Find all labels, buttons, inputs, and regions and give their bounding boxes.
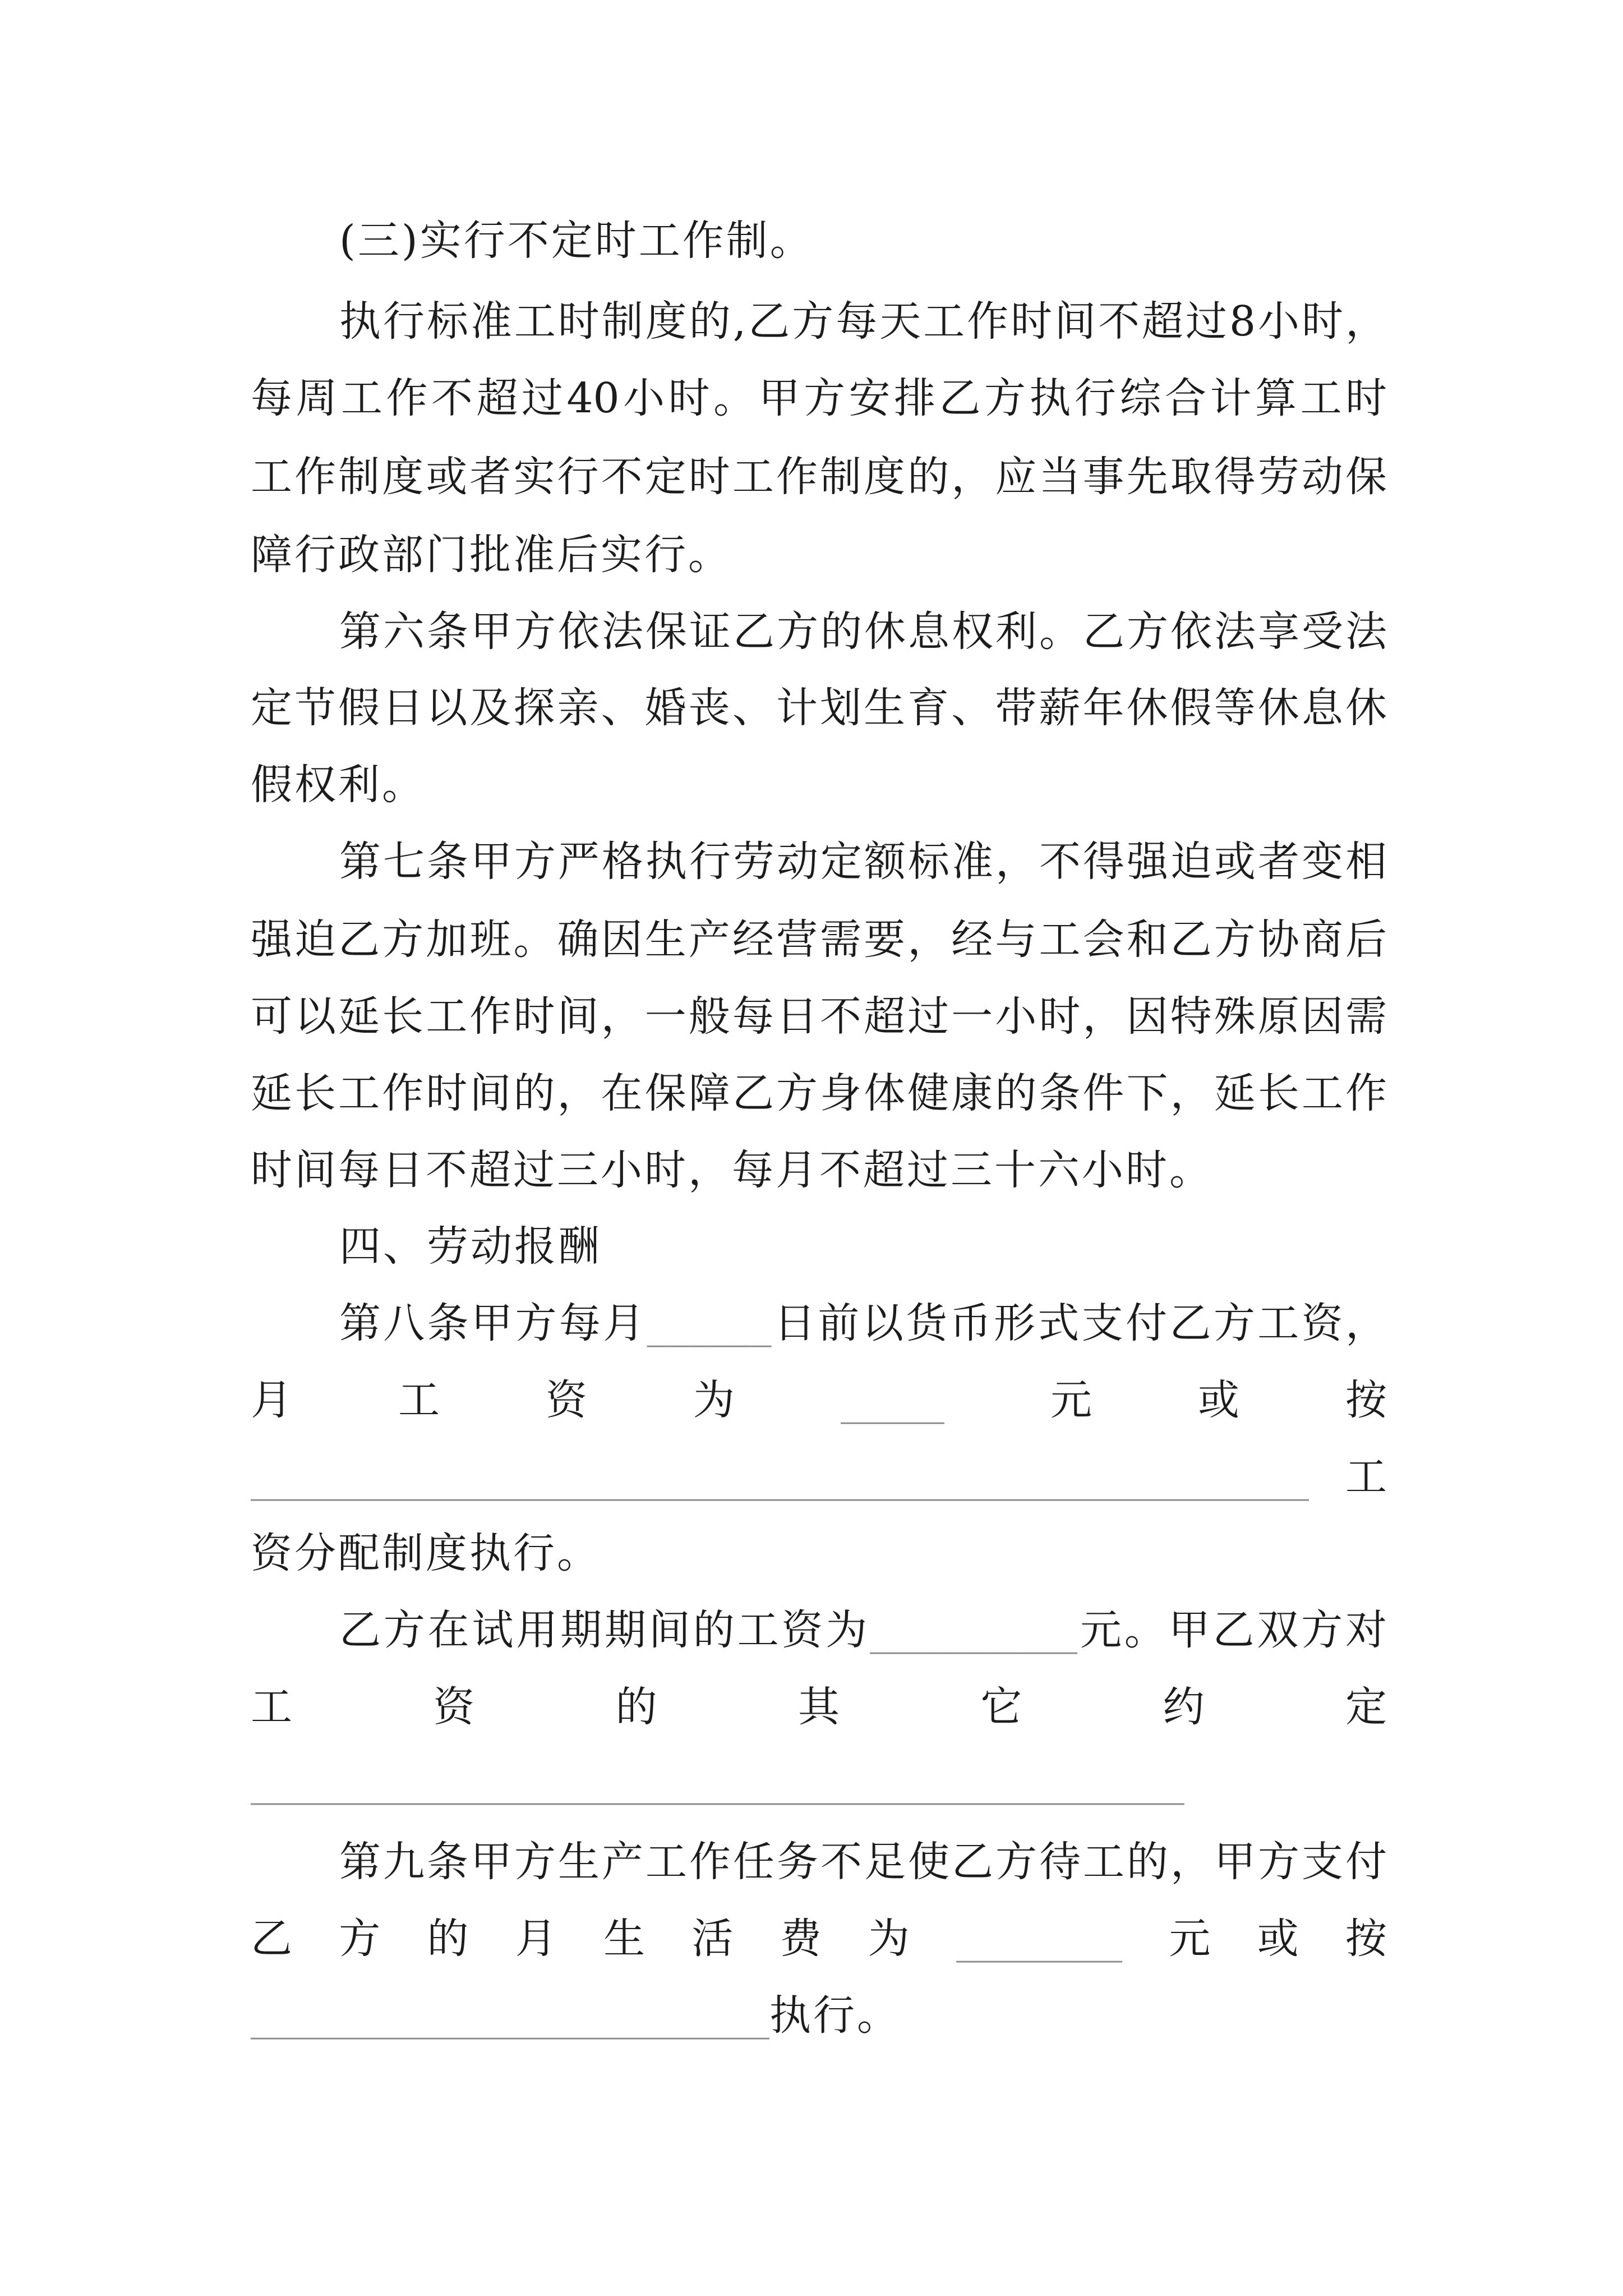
- text-line: 定节假日以及探亲、婚丧、计划生育、带薪年休假等休息休: [251, 684, 1387, 732]
- spaced-text-line: [251, 1679, 1387, 1735]
- text-segment: 日前以货币形式支付乙方工资，: [771, 1299, 1387, 1347]
- text-token: 月: [515, 1915, 557, 1963]
- text-line: 第九条甲方生产工作任务不足使乙方待工的，甲方支付: [339, 1838, 1387, 1886]
- text-token: 它: [980, 1683, 1022, 1731]
- text-token: 或: [1257, 1915, 1299, 1963]
- text-token: 元: [1169, 1915, 1211, 1963]
- text-token: 为: [868, 1915, 910, 1963]
- blank-line: [251, 1753, 1387, 1809]
- text-line: (三)实行不定时工作制。: [339, 217, 814, 265]
- text-segment: 元。甲乙双方对: [1077, 1606, 1387, 1654]
- text-token: 按: [1345, 1915, 1387, 1963]
- text-token: 其: [797, 1683, 840, 1731]
- spaced-text-line: [251, 1372, 1387, 1428]
- text-line: 假权利。: [251, 761, 426, 809]
- text-token: 工: [1345, 1453, 1387, 1501]
- blank-field: ______: [647, 1299, 772, 1347]
- text-line: 工作制度或者实行不定时工作制度的，应当事先取得劳动保: [251, 453, 1387, 501]
- text-token: 活: [691, 1915, 734, 1963]
- spaced-text-line: [251, 1449, 1387, 1505]
- text-token: 工: [251, 1683, 292, 1731]
- text-segment: 执行。: [769, 1991, 901, 2040]
- text-token: 的: [427, 1915, 469, 1963]
- text-token: 为: [693, 1376, 735, 1424]
- text-token: 生: [603, 1915, 645, 1963]
- text-token: 费: [780, 1915, 822, 1963]
- blank-field: _____: [841, 1376, 944, 1424]
- text-token: 或: [1198, 1376, 1239, 1424]
- text-line: 延长工作时间的，在保障乙方身体健康的条件下，延长工作: [251, 1069, 1387, 1117]
- text-line: 第七条甲方严格执行劳动定额标准，不得强迫或者变相: [339, 838, 1387, 886]
- text-line: 执行标准工时制度的,乙方每天工作时间不超过8小时，: [339, 297, 1387, 346]
- text-token: 约: [1163, 1683, 1205, 1731]
- text-line: [251, 1987, 1387, 2044]
- text-token: 资: [433, 1683, 475, 1731]
- text-segment: 乙方在试用期期间的工资为: [339, 1606, 870, 1654]
- spaced-text-line: [251, 1911, 1387, 1967]
- text-token: 乙: [251, 1915, 292, 1963]
- blank-field: __________: [870, 1606, 1078, 1654]
- text-line: 第六条甲方依法保证乙方的休息权利。乙方依法享受法: [339, 608, 1387, 656]
- text-line: 时间每日不超过三小时，每月不超过三十六小时。: [251, 1146, 1213, 1194]
- section-heading: 四、劳动报酬: [339, 1222, 602, 1271]
- text-line: 障行政部门批准后实行。: [251, 531, 732, 579]
- blank-field: ___________________________________________________: [251, 1453, 1309, 1501]
- text-token: 定: [1345, 1683, 1387, 1731]
- text-token: 资: [546, 1376, 587, 1424]
- text-token: 按: [1345, 1376, 1387, 1424]
- text-line: 每周工作不超过40小时。甲方安排乙方执行综合计算工时: [251, 374, 1387, 422]
- text-token: 的: [615, 1683, 657, 1731]
- text-line: 强迫乙方加班。确因生产经营需要，经与工会和乙方协商后: [251, 915, 1387, 964]
- text-line: [339, 1295, 1387, 1351]
- text-line: 可以延长工作时间，一般每日不超过一小时，因特殊原因需: [251, 992, 1387, 1041]
- text-token: 方: [339, 1915, 381, 1963]
- text-token: 元: [1050, 1376, 1092, 1424]
- text-segment: 第八条甲方每月: [339, 1299, 647, 1347]
- text-line: [339, 1602, 1387, 1658]
- text-token: 工: [398, 1376, 440, 1424]
- text-line: 资分配制度执行。: [251, 1529, 601, 1577]
- text-token: 月: [251, 1376, 292, 1424]
- blank-field: _________________________: [251, 1991, 769, 2040]
- blank-field: _____________________________________________: [251, 1757, 1184, 1805]
- blank-field: ________: [956, 1915, 1123, 1963]
